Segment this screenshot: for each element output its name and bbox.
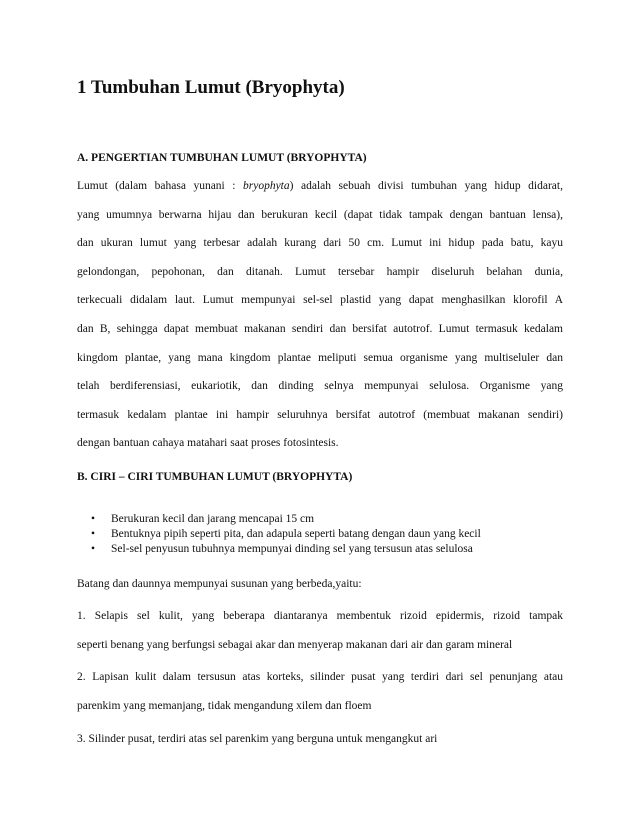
structure-intro: Batang dan daunnya mempunyai susunan yang berbeda,yaitu: bbox=[77, 578, 362, 590]
paragraph-line: dan ukuran lumut yang terbesar adalah kurang dari 50 cm. Lumut ini hidup pada batu, kayu bbox=[77, 237, 563, 250]
paragraph-line: yang umumnya berwarna hijau dan berukuran kecil (dapat tidak tampak dengan bantuan lensa), bbox=[77, 208, 563, 221]
section-a-paragraph bbox=[77, 172, 563, 458]
section-b-heading: B. CIRI – CIRI TUMBUHAN LUMUT (BRYOPHYTA) bbox=[77, 471, 353, 483]
paragraph-line: terkecuali didalam laut. Lumut mempunyai sel-sel plastid yang dapat menghasilkan klorofil A bbox=[77, 294, 563, 307]
list-item: • Bentuknya pipih seperti pita, dan adapula seperti batang dengan daun yang kecil bbox=[77, 527, 481, 542]
section-a-heading: A. PENGERTIAN TUMBUHAN LUMUT (BRYOPHYTA) bbox=[77, 152, 367, 164]
paragraph-line: dengan bantuan cahaya matahari saat proses fotosintesis. bbox=[77, 437, 339, 450]
list-item: • Sel-sel penyusun tubuhnya mempunyai dinding sel yang tersusun atas selulosa bbox=[77, 542, 481, 557]
ciri-bullet-list bbox=[77, 512, 481, 557]
structure-item-2 bbox=[77, 663, 563, 720]
paragraph-line: dan B, sehingga dapat membuat makanan sendiri dan bersifat autotrof. Lumut termasuk kedalam bbox=[77, 322, 563, 335]
bullet-icon: • bbox=[91, 513, 96, 525]
paragraph-line: termasuk kedalam plantae ini hampir seluruhnya bersifat autotrof (membuat makanan sendiri) bbox=[77, 408, 563, 421]
paragraph-line: parenkim yang memanjang, tidak mengandung xilem dan floem bbox=[77, 699, 372, 712]
structure-item-3: 3. Silinder pusat, terdiri atas sel parenkim yang berguna untuk mengangkut ari bbox=[77, 733, 438, 745]
paragraph-line: seperti benang yang berfungsi sebagai akar dan menyerap makanan dari air dan garam mineral bbox=[77, 638, 513, 651]
paragraph-line: 1. Selapis sel kulit, yang beberapa diantaranya membentuk rizoid epidermis, rizoid tampak bbox=[77, 610, 563, 622]
list-item: • Berukuran kecil dan jarang mencapai 15 cm bbox=[77, 512, 481, 527]
paragraph-line: kingdom plantae, yang mana kingdom plantae meliputi semua organisme yang multiseluler dan bbox=[77, 351, 563, 364]
structure-item-1 bbox=[77, 602, 563, 659]
paragraph-line: gelondongan, pepohonan, dan ditanah. Lumut tersebar hampir diseluruh belahan dunia, bbox=[77, 265, 563, 278]
paragraph-line: 2. Lapisan kulit dalam tersusun atas korteks, silinder pusat yang terdiri dari sel penunjang atau bbox=[77, 671, 563, 683]
italic-term: bryophyta bbox=[243, 180, 290, 192]
paragraph-line: telah berdiferensiasi, eukariotik, dan dinding selnya mempunyai selulosa. Organisme yang bbox=[77, 380, 563, 393]
page-title: 1 Tumbuhan Lumut (Bryophyta) bbox=[77, 77, 345, 98]
paragraph-line: Lumut (dalam bahasa yunani : bryophyta) adalah sebuah divisi tumbuhan yang hidup didarat, bbox=[77, 180, 563, 192]
bullet-icon: • bbox=[91, 528, 96, 540]
bullet-icon: • bbox=[91, 543, 96, 555]
